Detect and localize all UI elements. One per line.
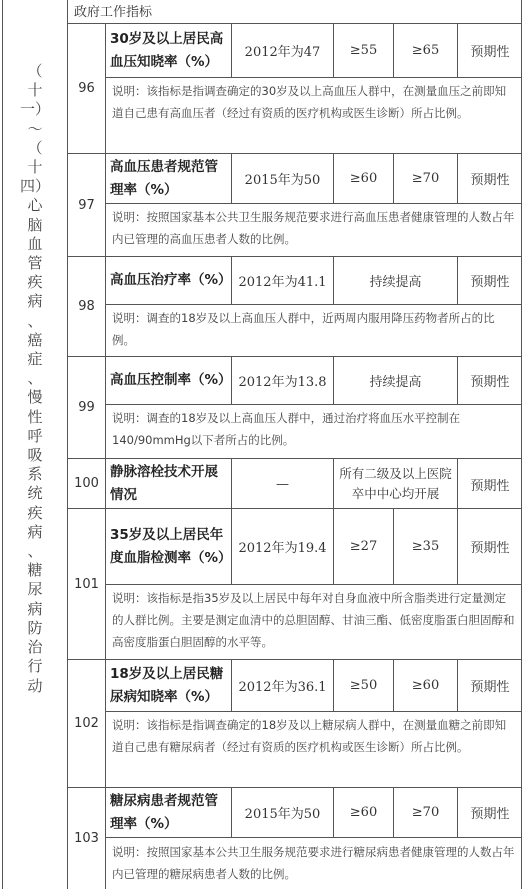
indicator-property: 预期性 xyxy=(470,45,510,60)
row-number: 102 xyxy=(68,660,106,787)
indicator-property: 预期性 xyxy=(470,173,510,188)
row-main xyxy=(106,509,522,585)
row-number: 103 xyxy=(68,788,106,889)
indicator-property: 预期性 xyxy=(470,275,510,290)
target-2020: ≥55 xyxy=(334,24,394,77)
side-category-title: （ 十 一） ～ （ 十 四） 心 脑 血 管 疾 病 、 癌 症 、 慢 性 呼 吸 系 统 疾 病 、 糖 尿 病 防 治 行 动 xyxy=(19,62,50,695)
row-number: 99 xyxy=(68,357,106,458)
indicator-name: 糖尿病患者规范管理率（%） xyxy=(106,788,232,837)
baseline-value: 2012年为41.1 xyxy=(232,257,334,304)
baseline-value: 2012年为19.4 xyxy=(232,509,334,584)
indicator-property: 预期性 xyxy=(470,541,510,556)
table-row xyxy=(68,509,522,660)
indicator-note: 说明：该指标是指调查确定的18岁及以上糖尿病人群中，在测量血糖之前即知道自己患有糖尿病者（经过有资质的医疗机构或医生诊断）所占比例。 xyxy=(112,718,507,754)
row-main xyxy=(106,459,522,509)
section-header: 政府工作指标 xyxy=(68,0,522,24)
indicator-note: 说明：按照国家基本公共卫生服务规范要求进行糖尿病患者健康管理的人数占年内已管理的糖尿病患者人数的比例。 xyxy=(112,845,515,881)
row-number: 100 xyxy=(68,459,106,508)
indicator-note: 说明：该指标是指调查确定的30岁及以上高血压人群中，在测量血压之前即知道自己患有高血压者（经过有资质的医疗机构或医生诊断）所占比例。 xyxy=(112,84,507,120)
row-number: 101 xyxy=(68,509,106,659)
target-2020: ≥50 xyxy=(334,660,394,711)
row-main xyxy=(106,357,522,405)
row-main xyxy=(106,154,522,204)
indicator-name: 高血压治疗率（%） xyxy=(106,257,232,304)
baseline-value: 2015年为50 xyxy=(232,154,334,203)
indicator-name: 30岁及以上居民高血压知晓率（%） xyxy=(106,24,232,77)
indicator-name: 18岁及以上居民糖尿病知晓率（%） xyxy=(106,660,232,711)
target-2025: ≥35 xyxy=(394,509,458,584)
row-number: 97 xyxy=(68,154,106,256)
indicator-note: 说明：调查的18岁及以上高血压人群中，近两周内服用降压药物者所占的比例。 xyxy=(112,311,495,347)
target-2020: ≥27 xyxy=(334,509,394,584)
table-row xyxy=(68,459,522,509)
row-main xyxy=(106,24,522,78)
side-category-column xyxy=(2,0,68,889)
target-merged: 持续提高 xyxy=(334,357,458,404)
baseline-value: — xyxy=(232,459,334,509)
target-2025: ≥60 xyxy=(394,660,458,711)
indicator-name: 静脉溶栓技术开展情况 xyxy=(106,459,232,509)
target-2020: ≥60 xyxy=(334,788,394,837)
row-main xyxy=(106,788,522,838)
row-main xyxy=(106,257,522,305)
indicator-note: 说明：该指标是指35岁及以上居民中每年对自身血液中所含脂类进行定量测定的人群比例。主要是测定血清中的总胆固醇、甘油三酯、低密度脂蛋白胆固醇和高密度脂蛋白胆固醇的水平等。 xyxy=(112,591,515,649)
table-row xyxy=(68,660,522,788)
indicator-property: 预期性 xyxy=(470,375,510,390)
target-2025: ≥65 xyxy=(394,24,458,77)
row-number: 98 xyxy=(68,257,106,356)
table-row xyxy=(68,24,522,154)
indicator-name: 高血压控制率（%） xyxy=(106,357,232,404)
baseline-value: 2012年为13.8 xyxy=(232,357,334,404)
table-row xyxy=(68,154,522,257)
indicator-note: 说明：按照国家基本公共卫生服务规范要求进行高血压患者健康管理的人数占年内已管理的高血压患者人数的比例。 xyxy=(112,210,515,246)
target-2025: ≥70 xyxy=(394,154,458,203)
baseline-value: 2015年为50 xyxy=(232,788,334,837)
row-main xyxy=(106,660,522,712)
indicator-property: 预期性 xyxy=(470,807,510,822)
target-merged: 持续提高 xyxy=(334,257,458,304)
target-merged: 所有二级及以上医院卒中中心均开展 xyxy=(334,459,458,509)
baseline-value: 2012年为47 xyxy=(232,24,334,77)
indicator-name: 35岁及以上居民年度血脂检测率（%） xyxy=(106,509,232,584)
row-number: 96 xyxy=(68,24,106,153)
indicator-property: 预期性 xyxy=(470,680,510,695)
indicator-property: 预期性 xyxy=(470,478,510,494)
table-row xyxy=(68,257,522,357)
target-2020: ≥60 xyxy=(334,154,394,203)
table-row xyxy=(68,788,522,889)
baseline-value: 2012年为36.1 xyxy=(232,660,334,711)
indicator-name: 高血压患者规范管理率（%） xyxy=(106,154,232,203)
table-row xyxy=(68,357,522,459)
target-2025: ≥70 xyxy=(394,788,458,837)
indicator-note: 说明：调查的18岁及以上高血压人群中，通过治疗将血压水平控制在140/90mmHg以下者所占的比例。 xyxy=(112,411,461,447)
